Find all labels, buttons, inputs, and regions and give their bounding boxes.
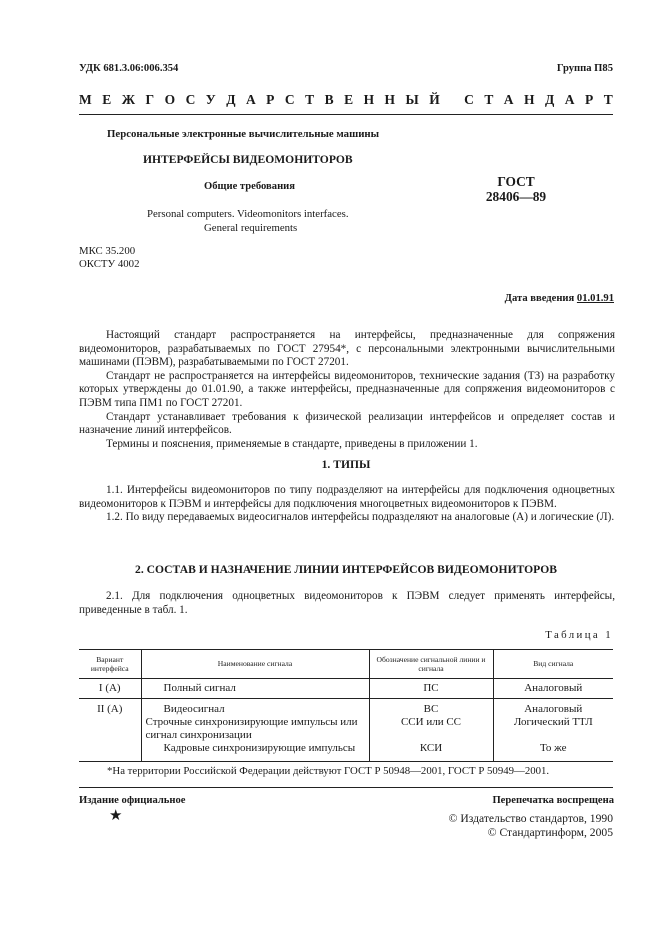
title-letter: Н	[384, 92, 396, 107]
doc-subtitle: Общие требования	[204, 181, 296, 192]
effective-date	[505, 292, 614, 306]
table1-cell-codes	[369, 699, 493, 762]
section1-heading: 1. ТИПЫ	[321, 458, 371, 471]
title-letter: Й	[429, 92, 440, 107]
title-letter: Р	[584, 92, 594, 107]
table-row	[79, 699, 613, 762]
table1-cell-code: ПС	[369, 679, 493, 699]
title-letter: Д	[226, 92, 236, 107]
title-letter: Р	[266, 92, 275, 107]
table1	[79, 649, 613, 762]
intro-paragraph: Настоящий стандарт распространяется на интерфейсы, предназначенные для сопряжения видеомониторов, разрабатываемых по ГОСТ 27954*, с персональными электронными вычислительными машинами (ПЭВМ), разрабатываемыми по ГОСТ 27201.	[79, 329, 615, 369]
doc-title: ИНТЕРФЕЙСЫ ВИДЕОМОНИТОРОВ	[143, 153, 353, 166]
signal-name: Кадровые синхронизирующие импульсы	[163, 742, 356, 754]
table1-cell-variant: II (А)	[79, 699, 141, 762]
intro-text	[79, 329, 615, 451]
section1-text	[79, 484, 615, 525]
effective-date-value: 01.01.91	[576, 293, 614, 304]
effective-date-label: Дата введения	[504, 293, 575, 304]
signal-name: Строчные синхронизирующие импульсы или сигнал синхронизации	[145, 716, 358, 741]
table1-caption: Таблица 1	[545, 629, 613, 641]
title-letter: А	[503, 92, 514, 107]
table1-cell-names	[141, 699, 369, 762]
title-letter: В	[324, 92, 334, 107]
title-letter: Е	[102, 92, 112, 107]
star-icon: ★	[109, 808, 123, 824]
table1-cell-name: Полный сигнал	[141, 679, 369, 699]
gost-number: 28406—89	[485, 189, 547, 204]
table1-cell-kind: Аналоговый	[493, 679, 613, 699]
signal-code: КСИ	[419, 742, 443, 754]
title-letter: О	[164, 92, 176, 107]
doc-subject: Персональные электронные вычислительные машины	[107, 128, 380, 140]
intro-paragraph: Стандарт не распространяется на интерфейсы видеомониторов, технические задания (ТЗ) на разработку которых утверждены до 01.01.90, а также интерфейсы, предназначенные для сопряжения видеомониторов с ПЭВМ типа ПМ1 по ГОСТ 27201.	[79, 369, 615, 409]
intro-paragraph: Термины и пояснения, применяемые в стандарте, приведены в приложении 1.	[106, 437, 478, 450]
title-letter: Ж	[121, 92, 136, 107]
english-title-line1: Personal computers. Videomonitors interfaces.	[147, 208, 349, 220]
title-letter: Т	[305, 92, 315, 107]
title-letter	[450, 93, 453, 107]
table1-header-variant: Вариант интерфейса	[79, 650, 141, 679]
clause-2-1: 2.1. Для подключения одноцветных видеомониторов к ПЭВМ следует применять интерфейсы, приведенные в табл. 1.	[79, 590, 615, 616]
title-letter: М	[79, 92, 92, 107]
table1-header-name: Наименование сигнала	[141, 650, 369, 679]
clause-1-2: 1.2. По виду передаваемых видеосигналов интерфейсы подразделяют на аналоговые (А) и логические (Л).	[106, 511, 615, 524]
signal-kind: Логический ТТЛ	[513, 716, 593, 728]
title-letter: Т	[484, 92, 494, 107]
clause-1-1: 1.1. Интерфейсы видеомониторов по типу подразделяют на интерфейсы для подключения одноцветных видеомониторов к ПЭВМ и интерфейсы для подключения многоцветных видеомониторов к ПЭВМ.	[79, 484, 615, 510]
table1-cell-kinds	[493, 699, 613, 762]
title-letter: А	[245, 92, 256, 107]
title-rule	[79, 114, 613, 115]
table-row	[79, 679, 613, 699]
gost-label: ГОСТ	[497, 174, 535, 189]
title-letter: Н	[524, 92, 535, 107]
footnote: *На территории Российской Федерации действуют ГОСТ Р 50948—2001, ГОСТ Р 50949—2001.	[107, 765, 550, 777]
table1-header-code: Обозначение сигнальной линии и сигнала	[369, 650, 493, 679]
title-letter: С	[464, 92, 474, 107]
title-letter: Т	[603, 92, 613, 107]
title-letter: Г	[145, 92, 155, 107]
title-letter: С	[185, 92, 196, 107]
reprint-prohibited: Перепечатка воспрещена	[492, 795, 614, 806]
title-letter: Е	[344, 92, 354, 107]
intro-paragraph: Стандарт устанавливает требования к физической реализации интерфейсов и определяет состав и назначение линий интерфейсов.	[79, 410, 615, 437]
mks-code: МКС 35.200	[79, 245, 136, 257]
title-letter: С	[284, 92, 295, 107]
official-edition: Издание официальное	[79, 795, 186, 806]
table1-header-kind: Вид сигнала	[493, 650, 613, 679]
title-letter: А	[564, 92, 575, 107]
signal-kind: Аналоговый	[524, 703, 583, 715]
title-letter: У	[205, 92, 216, 107]
signal-name: Видеосигнал	[163, 703, 225, 715]
table1-cell-variant: I (А)	[79, 679, 141, 699]
signal-code: ВС	[423, 703, 439, 715]
footer-rule	[79, 787, 613, 788]
section2-text	[79, 590, 615, 617]
group-code: Группа П85	[556, 63, 613, 74]
table1-header-row	[79, 650, 613, 679]
signal-code: ССИ или СС	[400, 716, 462, 728]
title-letter: Ы	[405, 92, 419, 107]
copyright-line: © Издательство стандартов, 1990	[448, 812, 613, 825]
copyright-line: © Стандартинформ, 2005	[487, 825, 613, 839]
interstate-standard-title	[79, 93, 613, 107]
title-letter: Д	[545, 92, 555, 107]
udk-code: УДК 681.3.06:006.354	[79, 63, 179, 74]
english-title-line2: General requirements	[204, 222, 298, 234]
signal-kind: То же	[540, 742, 567, 754]
copyright-block	[449, 812, 613, 839]
okstu-code: ОКСТУ 4002	[79, 258, 140, 270]
title-letter: Н	[363, 92, 375, 107]
section2-heading: 2. СОСТАВ И НАЗНАЧЕНИЕ ЛИНИИ ИНТЕРФЕЙСОВ ВИДЕОМОНИТОРОВ	[135, 563, 557, 576]
